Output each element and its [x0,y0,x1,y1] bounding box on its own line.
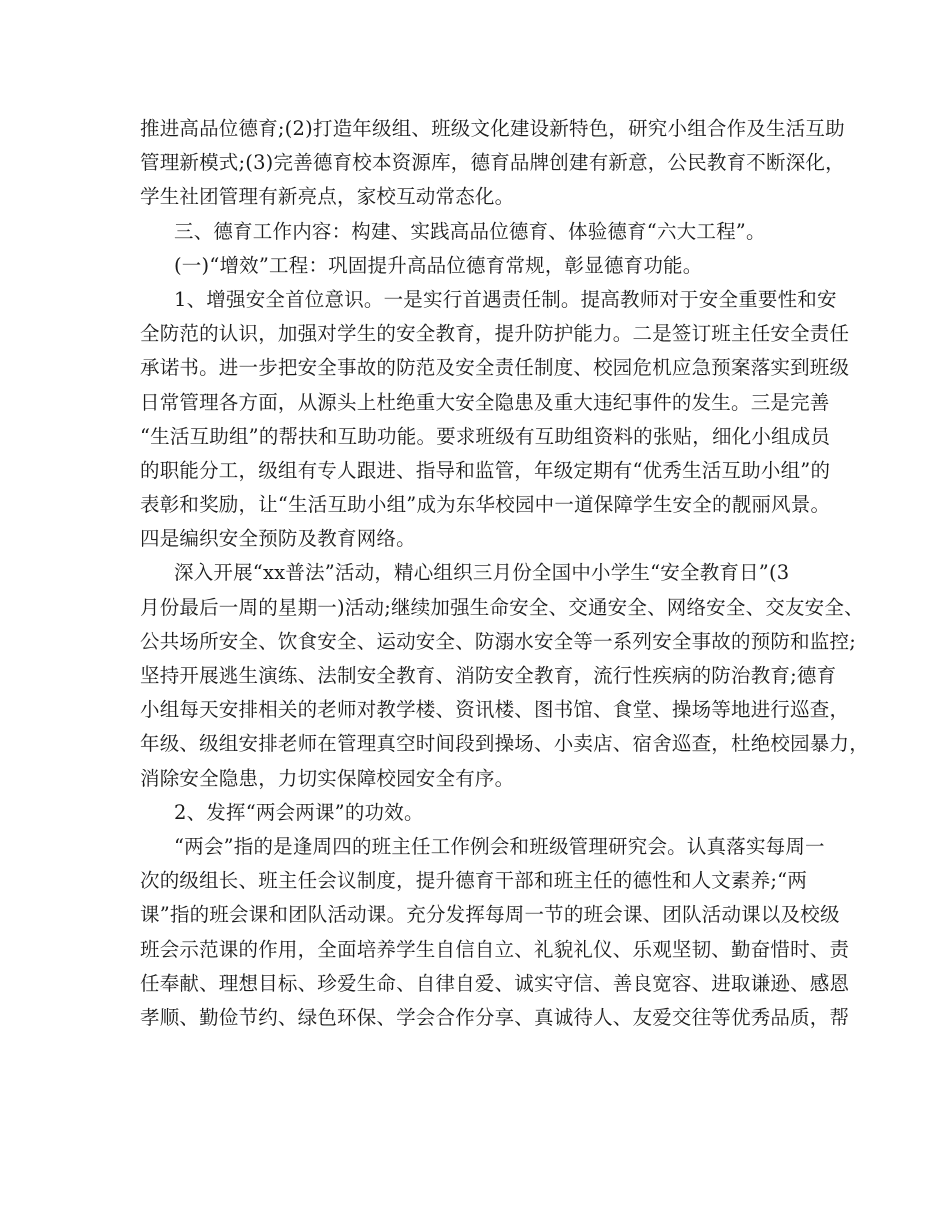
text-line: 承诺书。进一步把安全事故的防范及安全责任制度、校园危机应急预案落实到班级 [140,356,850,380]
text-line: 次的级组长、班主任会议制度，提升德育干部和班主任的德性和人文素养;“两 [140,869,808,893]
text-line: (一)“增效”工程：巩固提升高品位德育常规，彰显德育功能。 [174,253,703,277]
text-line: 日常管理各方面，从源头上杜绝重大安全隐患及重大违纪事件的发生。三是完善 [140,390,830,414]
text-line: 学生社团管理有新亮点，家校互动常态化。 [140,185,515,209]
text-line: 管理新模式;(3)完善德育校本资源库，德育品牌创建有新意，公民教育不断深化， [140,151,845,175]
text-line: 推进高品位德育;(2)打造年级组、班级文化建设新特色，研究小组合作及生活互助 [140,117,845,140]
text-line: 1、增强安全首位意识。一是实行首遇责任制。提高教师对于安全重要性和安 [174,287,837,311]
text-line: 小组每天安排相关的老师对教学楼、资讯楼、图书馆、食堂、操场等地进行巡查， [140,698,850,722]
document-body [140,112,869,1035]
text-line: 三、德育工作内容：构建、实践高品位德育、体验德育“六大工程”。 [174,219,766,243]
text-line: 月份最后一周的星期一)活动;继续加强生命安全、交通安全、网络安全、交友安全、 [140,595,864,619]
text-line: 班会示范课的作用，全面培养学生自信自立、礼貌礼仪、乐观坚韧、勤奋惜时、责 [140,937,850,961]
text-line: 四是编织安全预防及教育网络。 [140,527,416,551]
text-line: 2、发挥“两会两课”的功效。 [174,800,424,824]
text-line: 课”指的班会课和团队活动课。充分发挥每周一节的班会课、团队活动课以及校级 [140,903,840,927]
text-line: 全防范的认识，加强对学生的安全教育，提升防护能力。二是签订班主任安全责任 [140,322,850,346]
text-line: 表彰和奖励，让“生活互助小组”成为东华校园中一道保障学生安全的靓丽风景。 [140,493,831,517]
text-line: 的职能分工，级组有专人跟进、指导和监管，年级定期有“优秀生活互助小组”的 [140,458,831,482]
text-line: “两会”指的是逢周四的班主任工作例会和班级管理研究会。认真落实每周一 [174,834,825,858]
text-line: 深入开展“xx普法”活动，精心组织三月份全国中小学生“安全教育日”(3 [174,561,790,585]
text-line: 公共场所安全、饮食安全、运动安全、防溺水安全等一系列安全事故的预防和监控; [140,629,856,653]
text-line: 孝顺、勤俭节约、绿色环保、学会合作分享、真诚待人、友爱交往等优秀品质，帮 [140,1005,850,1029]
text-line: 年级、级组安排老师在管理真空时间段到操场、小卖店、宿舍巡查，杜绝校园暴力， [140,732,869,756]
text-line: 坚持开展逃生演练、法制安全教育、消防安全教育，流行性疾病的防治教育;德育 [140,664,837,687]
text-line: 消除安全隐患，力切实保障校园安全有序。 [140,766,515,790]
text-line: “生活互助组”的帮扶和互助功能。要求班级有互助组资料的张贴，细化小组成员 [140,424,831,448]
text-line: 任奉献、理想目标、珍爱生命、自律自爱、诚实守信、善良宽容、进取谦逊、感恩 [140,971,850,995]
